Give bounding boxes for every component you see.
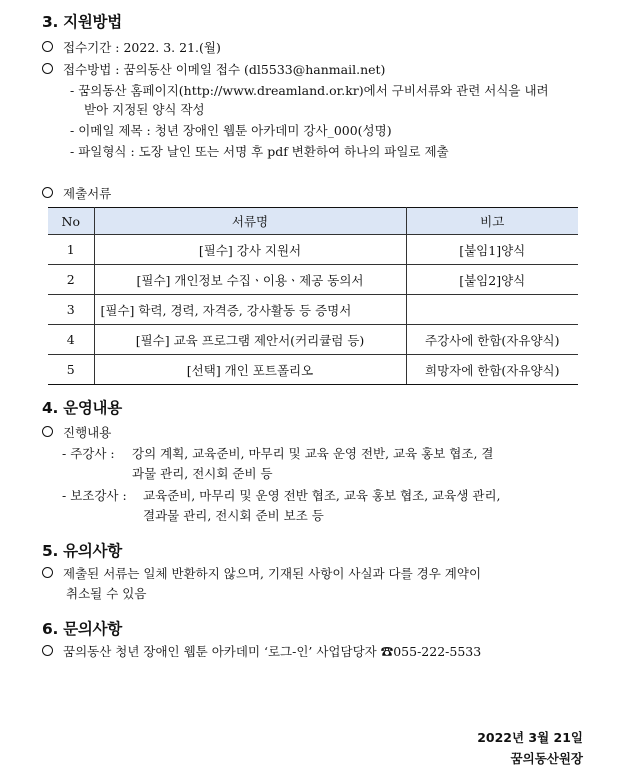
method-detail-1-cont: 받아 지정된 양식 작성 — [84, 102, 205, 117]
row-doc-name: [선택] 개인 포트폴리오 — [94, 355, 406, 385]
circle-bullet-icon — [42, 426, 53, 437]
section-3-title: 3. 지원방법 — [42, 13, 122, 31]
row-no: 1 — [48, 235, 94, 265]
table-row — [48, 235, 578, 265]
row-note — [406, 295, 578, 325]
row-doc-name: [필수] 교육 프로그램 제안서(커리큘럼 등) — [94, 325, 406, 355]
row-no: 5 — [48, 355, 94, 385]
signature-date: 2022년 3월 21일 — [477, 730, 583, 745]
row-note: 희망자에 한함(자유양식) — [406, 355, 578, 385]
row-note: [붙임1]양식 — [406, 235, 578, 265]
main-instructor-prefix: - 주강사 : — [62, 446, 115, 461]
contact-item — [42, 642, 481, 660]
row-no: 4 — [48, 325, 94, 355]
header-no: No — [48, 208, 94, 235]
circle-bullet-icon — [42, 63, 53, 74]
assistant-prefix: - 보조강사 : — [62, 488, 127, 503]
main-instructor-duties: 강의 계획, 교육준비, 마무리 및 교육 운영 전반, 교육 홍보 협조, 결 — [132, 446, 494, 461]
row-doc-name: [필수] 개인정보 수집ㆍ이용ㆍ제공 동의서 — [94, 265, 406, 295]
row-note: [붙임2]양식 — [406, 265, 578, 295]
table-row — [48, 325, 578, 355]
circle-bullet-icon — [42, 41, 53, 52]
method-detail-1: - 꿈의동산 홈페이지(http://www.dreamland.or.kr)에서 구비서류와 관련 서식을 내려 — [70, 83, 549, 98]
period-item — [42, 38, 221, 56]
progress-item — [42, 423, 111, 441]
method-item — [42, 60, 385, 78]
table-row — [48, 355, 578, 385]
header-doc-name: 서류명 — [94, 208, 406, 235]
section-5-title: 5. 유의사항 — [42, 542, 122, 560]
documents-table — [48, 207, 578, 385]
section-4-title: 4. 운영내용 — [42, 399, 122, 417]
method-text: 접수방법 : 꿈의동산 이메일 접수 (dl5533@hanmail.net) — [63, 62, 386, 77]
period-text: 접수기간 : 2022. 3. 21.(월) — [63, 40, 221, 55]
circle-bullet-icon — [42, 187, 53, 198]
signature-org: 꿈의동산원장 — [510, 751, 583, 766]
docs-label: 제출서류 — [63, 186, 112, 201]
row-note: 주강사에 한함(자유양식) — [406, 325, 578, 355]
main-instructor-duties-cont: 과물 관리, 전시회 준비 등 — [132, 466, 273, 481]
method-detail-2: - 이메일 제목 : 청년 장애인 웹툰 아카데미 강사_000(성명) — [70, 123, 392, 138]
row-no: 2 — [48, 265, 94, 295]
method-detail-3: - 파일형식 : 도장 날인 또는 서명 후 pdf 변환하여 하나의 파일로 제출 — [70, 144, 449, 159]
table-row — [48, 295, 578, 325]
circle-bullet-icon — [42, 645, 53, 656]
row-doc-name: [필수] 학력, 경력, 자격증, 강사활동 등 증명서 — [94, 295, 406, 325]
assistant-duties-cont: 결과물 관리, 전시회 준비 보조 등 — [143, 508, 324, 523]
notice-text: 제출된 서류는 일체 반환하지 않으며, 기재된 사항이 사실과 다를 경우 계약이 — [63, 566, 482, 581]
notice-item — [42, 564, 481, 582]
table-header-row — [48, 208, 578, 235]
docs-item — [42, 184, 111, 202]
circle-bullet-icon — [42, 567, 53, 578]
row-no: 3 — [48, 295, 94, 325]
section-6-title: 6. 문의사항 — [42, 620, 122, 638]
notice-text-cont: 취소될 수 있음 — [66, 586, 147, 601]
row-doc-name: [필수] 강사 지원서 — [94, 235, 406, 265]
table-row — [48, 265, 578, 295]
assistant-duties: 교육준비, 마무리 및 운영 전반 협조, 교육 홍보 협조, 교육생 관리, — [143, 488, 501, 503]
header-note: 비고 — [406, 208, 578, 235]
contact-text: 꿈의동산 청년 장애인 웹툰 아카데미 ‘로그-인’ 사업담당자 ☎055-222-5533 — [63, 644, 482, 659]
progress-label: 진행내용 — [63, 425, 112, 440]
